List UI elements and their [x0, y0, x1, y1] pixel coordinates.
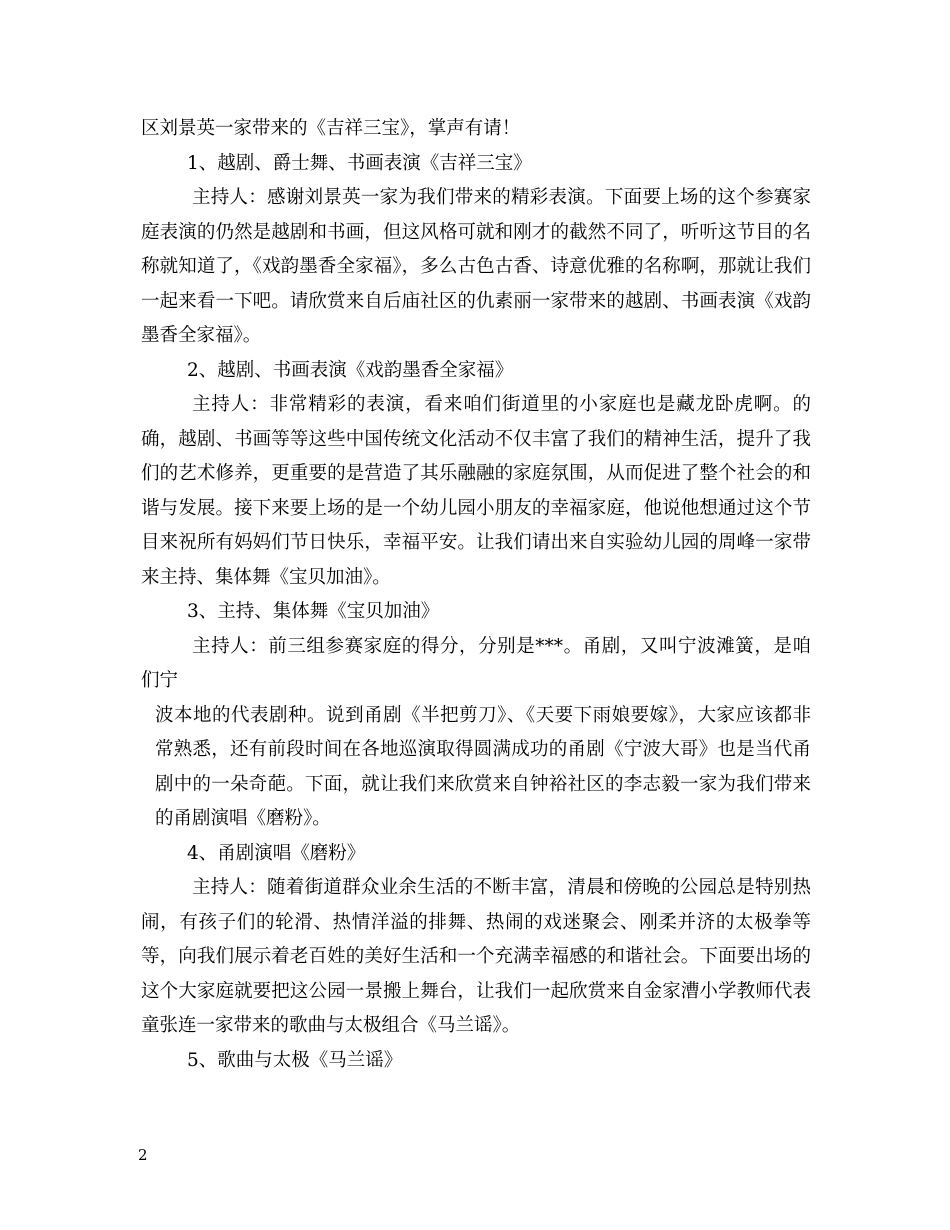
program-item-4: 4、甬剧演唱《磨粉》	[187, 842, 366, 864]
program-item-1: 1、越剧、爵士舞、书画表演《吉祥三宝》	[187, 152, 532, 174]
host-speech-3: 主持人：前三组参赛家庭的得分，分别是***。甬剧，又叫宁波滩簧，是咱们宁	[141, 635, 811, 691]
paragraph-intro-tail: 区刘景英一家带来的《吉祥三宝》，掌声有请！	[141, 118, 521, 139]
host-speech-3-continued: 波本地的代表剧种。说到甬剧《半把剪刀》、《天要下雨娘要嫁》，大家应该都非常熟悉，还有前段时间在各地巡演取得圆满成功的甬剧《宁波大哥》也是当代甬剧中的一朵奇葩。下面，就让我们来欣赏来自钟裕社区的李志毅一家为我们带来的甬剧演唱《磨粉》。	[155, 704, 811, 829]
document-body	[141, 112, 811, 1078]
program-item-2: 2、越剧、书画表演《戏韵墨香全家福》	[187, 359, 514, 381]
host-speech-4: 主持人：随着街道群众业余生活的不断丰富，清晨和傍晚的公园总是特别热闹，有孩子们的轮滑、热情洋溢的排舞、热闹的戏迷聚会、刚柔并济的太极拳等等，向我们展示着老百姓的美好生活和一个充满幸福感的和谐社会。下面要出场的这个大家庭就要把这公园一景搬上舞台，让我们一起欣赏来自金家漕小学教师代表童张连一家带来的歌曲与太极组合《马兰谣》。	[141, 877, 811, 1036]
program-item-3: 3、主持、集体舞《宝贝加油》	[187, 601, 440, 622]
host-speech-2: 主持人：非常精彩的表演，看来咱们街道里的小家庭也是藏龙卧虎啊。的确，越剧、书画等等这些中国传统文化活动不仅丰富了我们的精神生活，提升了我们的艺术修养，更重要的是营造了其乐融融的家庭氛围，从而促进了整个社会的和谐与发展。接下来要上场的是一个幼儿园小朋友的幸福家庭，他说他想通过这个节目来祝所有妈妈们节日快乐，幸福平安。让我们请出来自实验幼儿园的周峰一家带来主持、集体舞《宝贝加油》。	[141, 394, 811, 588]
program-item-5: 5、歌曲与太极《马兰谣》	[187, 1049, 403, 1071]
host-speech-1: 主持人：感谢刘景英一家为我们带来的精彩表演。下面要上场的这个参赛家庭表演的仍然是越剧和书画，但这风格可就和刚才的截然不同了，听听这节目的名称就知道了，《戏韵墨香全家福》，多么古色古香、诗意优雅的名称啊，那就让我们一起来看一下吧。请欣赏来自后庙社区的仇素丽一家带来的越剧、书画表演《戏韵墨香全家福》。	[141, 187, 811, 346]
page-number: 2	[138, 1146, 148, 1164]
